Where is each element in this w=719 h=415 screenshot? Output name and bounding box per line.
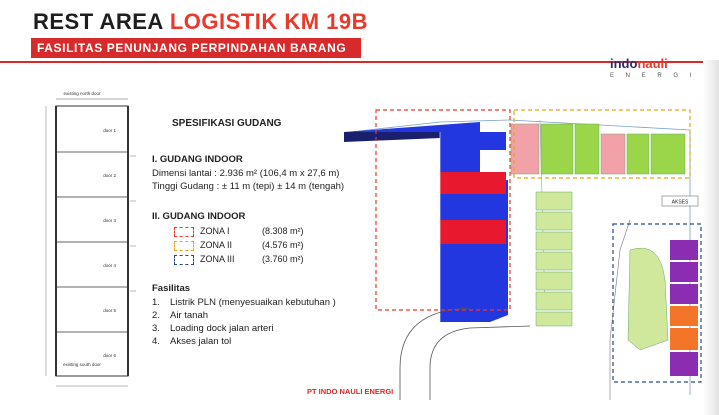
door-6-label: door 6	[103, 353, 116, 358]
facilities-list	[152, 296, 336, 348]
plot-purple-3	[670, 284, 698, 304]
zone-3-name: ZONA III	[200, 254, 235, 264]
plot-purple-1	[670, 240, 698, 260]
zone-1-area: (8.308 m²)	[262, 226, 304, 236]
warehouse-bay-1	[440, 132, 506, 150]
plot-mid-4	[536, 252, 572, 270]
warehouse-bay-4	[440, 220, 506, 244]
title-accent: LOGISTIK KM 19B	[169, 9, 368, 34]
plot-mid-7	[536, 312, 572, 326]
floor-dimension-text: Dimensi lantai : 2.936 m² (106,4 m x 27,6 m)	[152, 168, 340, 179]
warehouse-bay-6	[440, 270, 506, 292]
list-item: 4. Akses jalan tol	[152, 336, 232, 347]
door-4-label: door 4	[103, 263, 116, 268]
plot-pink-1	[511, 124, 539, 174]
list-item: 3. Loading dock jalan arteri	[152, 323, 274, 334]
door-5-label: door 5	[103, 308, 116, 313]
door-1-label: door 1	[103, 128, 116, 133]
spec-title: SPESIFIKASI GUDANG	[172, 118, 282, 129]
site-plan	[330, 100, 704, 400]
door-3-label: door 3	[103, 218, 116, 223]
zone-2-swatch	[174, 241, 194, 251]
section-1-heading: I. GUDANG INDOOR	[152, 154, 243, 165]
plot-purple-2	[670, 262, 698, 282]
warehouse-bay-5	[440, 246, 506, 268]
zone-2-name: ZONA II	[200, 240, 233, 250]
list-item: 2. Air tanah	[152, 310, 209, 321]
plot-purple-4	[670, 352, 698, 376]
plot-right-green	[628, 248, 668, 350]
building-height-text: Tinggi Gudang : ± 11 m (tepi) ± 14 m (tengah)	[152, 181, 345, 192]
zone-3-area: (3.760 m²)	[262, 254, 304, 264]
zone-1-name: ZONA I	[200, 226, 230, 236]
plot-mid-1	[536, 192, 572, 210]
warehouse-bay-2	[440, 172, 506, 194]
plot-green-4	[651, 134, 685, 174]
plot-mid-3	[536, 232, 572, 250]
zone-legend	[174, 224, 304, 266]
zone-legend-row	[174, 252, 304, 266]
plot-orange-1	[670, 306, 698, 326]
page-title	[33, 9, 368, 35]
plot-green-1	[541, 124, 573, 174]
plot-green-2	[575, 124, 599, 174]
section-2-heading: II. GUDANG INDOOR	[152, 211, 246, 222]
page-edge-shadow	[703, 60, 719, 415]
plot-mid-2	[536, 212, 572, 230]
footer-company: PT INDO NAULI ENERGI	[307, 387, 394, 396]
access-road-outer	[430, 326, 530, 400]
akses-label: AKSES	[671, 199, 689, 206]
facilities-heading: Fasilitas	[152, 283, 191, 294]
door-2-label: door 2	[103, 173, 116, 178]
plot-orange-2	[670, 328, 698, 350]
zone-legend-row	[174, 224, 304, 238]
logo-tagline: E N E R G I	[610, 73, 697, 79]
zone-legend-row	[174, 238, 304, 252]
south-door-label: existing south door	[63, 362, 101, 367]
plot-pink-2	[601, 134, 625, 174]
zone-3-swatch	[174, 255, 194, 265]
plot-mid-6	[536, 292, 572, 310]
north-door-label: existing north door	[63, 91, 101, 96]
warehouse-bay-3	[440, 196, 506, 216]
plot-green-3	[627, 134, 649, 174]
warehouse-outline	[56, 106, 128, 376]
warehouse-floorplan	[36, 86, 160, 396]
plot-mid-5	[536, 272, 572, 290]
zone-1-swatch	[174, 227, 194, 237]
logo-wordmark: indonauli	[610, 56, 668, 71]
company-logo	[610, 56, 700, 86]
list-item: 1. Listrik PLN (menyesuaikan kebutuhan )	[152, 297, 336, 308]
subtitle-bar: FASILITAS PENUNJANG PERPINDAHAN BARANG	[31, 38, 361, 58]
zone-2-area: (4.576 m²)	[262, 240, 304, 250]
title-main: REST AREA	[33, 9, 164, 34]
warehouse-roof-strip	[344, 132, 440, 142]
